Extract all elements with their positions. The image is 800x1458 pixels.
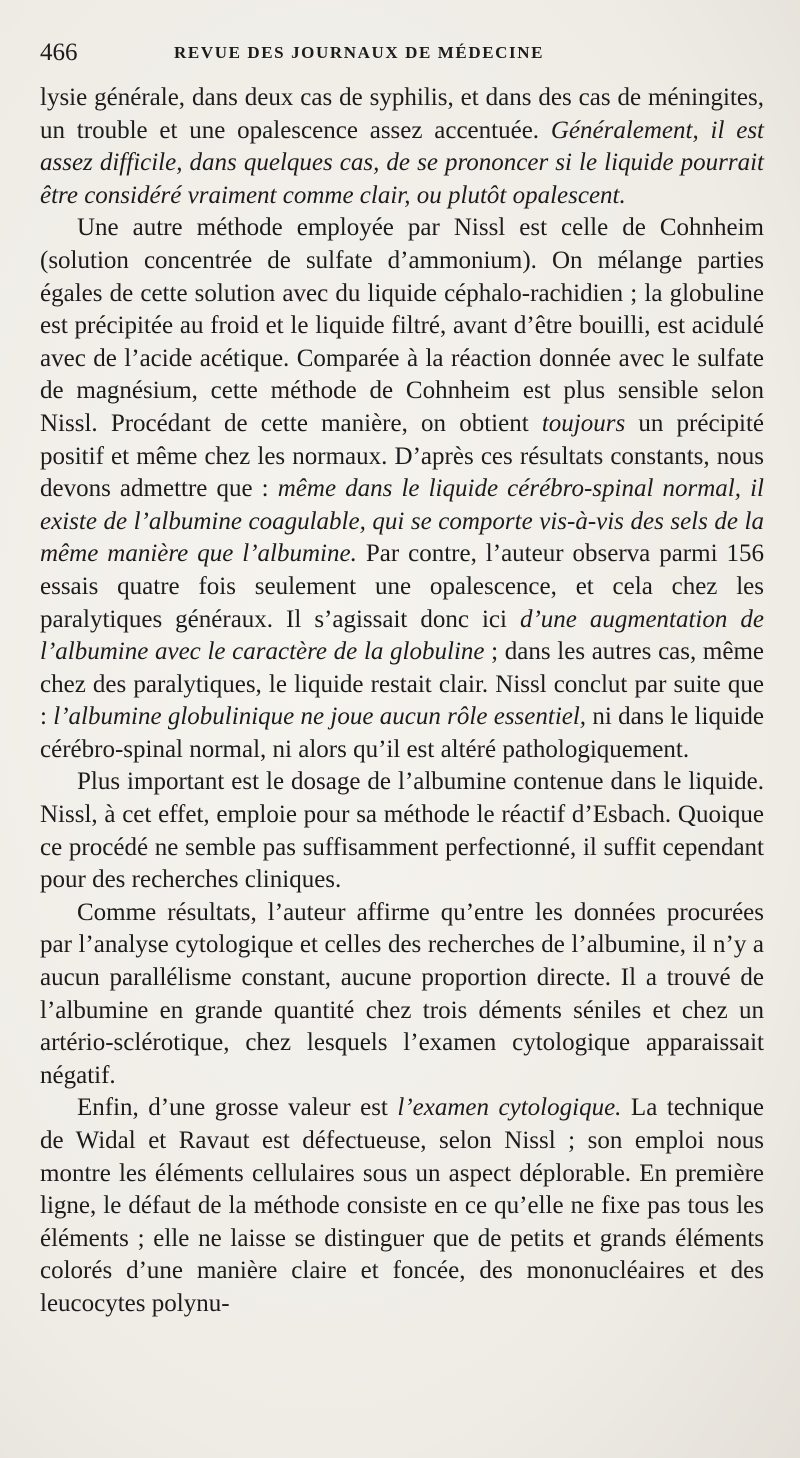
paragraph bbox=[40, 82, 764, 212]
paragraph bbox=[40, 1092, 764, 1320]
text-body bbox=[40, 82, 764, 1321]
italic-text: même dans le liquide cérébro-spinal normal, il existe de l’albumine coagulable, qui se comporte vis-à-vis des sels de la même manière que l’albumine. bbox=[40, 475, 764, 568]
page-number: 466 bbox=[40, 39, 78, 66]
italic-text: Généralement, il est assez difficile, dans quelques cas, de se prononcer si le liquide pourrait être considéré vraiment comme clair, ou plutôt opalescent. bbox=[40, 116, 764, 209]
text-segment: Une autre méthode employée par Nissl est celle de Cohnheim (solution concentrée de sulfate d’ammonium). On mélange parties égales de cette solution avec du liquide céphalo-rachidien ; la globuline est précipitée au froid et le liquide filtré, avant d’être bouilli, est acidulé avec de l’acide acétique. Comparée à la réaction donnée avec le sulfate de magnésium, cette méthode de Cohnheim est plus sensible selon Nissl. Procédant de cette manière, on obtient bbox=[40, 214, 764, 437]
italic-text: d’une augmentation de l’albumine avec le caractère de la globuline bbox=[40, 605, 764, 666]
text-segment: Plus important est le dosage de l’albumine contenue dans le liquide. Nissl, à cet effet, emploie pour sa méthode le réactif d’Esbach. Quoique ce procédé ne semble pas suffisamment perfectionné, il suffit cependant pour des recherches cliniques. bbox=[40, 768, 764, 894]
italic-text: toujours bbox=[541, 409, 626, 437]
text-segment: Comme résultats, l’auteur affirme qu’entre les données procurées par l’analyse cytologique et celles des recherches de l’albumine, il n’y a aucun parallélisme constant, aucune proportion directe. Il a trouvé de l’albumine en grande quantité chez trois déments séniles et chez un artério-sclérotique, chez lesquels l’examen cytologique apparaissait négatif. bbox=[40, 898, 764, 1089]
text-segment: La technique de Widal et Ravaut est défectueuse, selon Nissl ; son emploi nous montre les éléments cellulaires sous un aspect déplorable. En première ligne, le défaut de la méthode consiste en ce qu’elle ne fixe pas tous les éléments ; elle ne laisse se distinguer que de petits et grands éléments colorés d’une manière claire et foncée, des mononucléaires et des leucocytes polynu- bbox=[40, 1094, 764, 1317]
paragraph bbox=[40, 766, 764, 896]
paragraph bbox=[40, 897, 764, 1093]
text-segment: Par contre, l’auteur observa parmi 156 essais quatre fois seulement une opalescence, et cela chez les paralytiques généraux. Il s’agissait donc ici bbox=[40, 540, 764, 633]
running-title: REVUE DES JOURNAUX DE MÉDECINE bbox=[174, 43, 545, 62]
italic-text: l’examen cytologique. bbox=[397, 1094, 622, 1122]
text-segment: Enfin, d’une grosse valeur est bbox=[77, 1094, 398, 1122]
paragraph bbox=[40, 212, 764, 766]
text-segment: ; dans les autres cas, même chez des paralytiques, le liquide restait clair. Nissl conclut par suite que : bbox=[40, 638, 764, 731]
text-segment: lysie générale, dans deux cas de syphilis, et dans des cas de méningites, un trouble et une opalescence assez accentuée. bbox=[40, 84, 764, 144]
text-segment: ni dans le liquide cérébro-spinal normal, ni alors qu’il est altéré pathologiquement. bbox=[40, 703, 764, 763]
italic-text: l’albumine globulinique ne joue aucun rôle essentiel, bbox=[53, 703, 587, 731]
page-header bbox=[36, 38, 760, 68]
text-segment: un précipité positif et même chez les normaux. D’après ces résultats constants, nous devons admettre que : bbox=[40, 409, 764, 503]
